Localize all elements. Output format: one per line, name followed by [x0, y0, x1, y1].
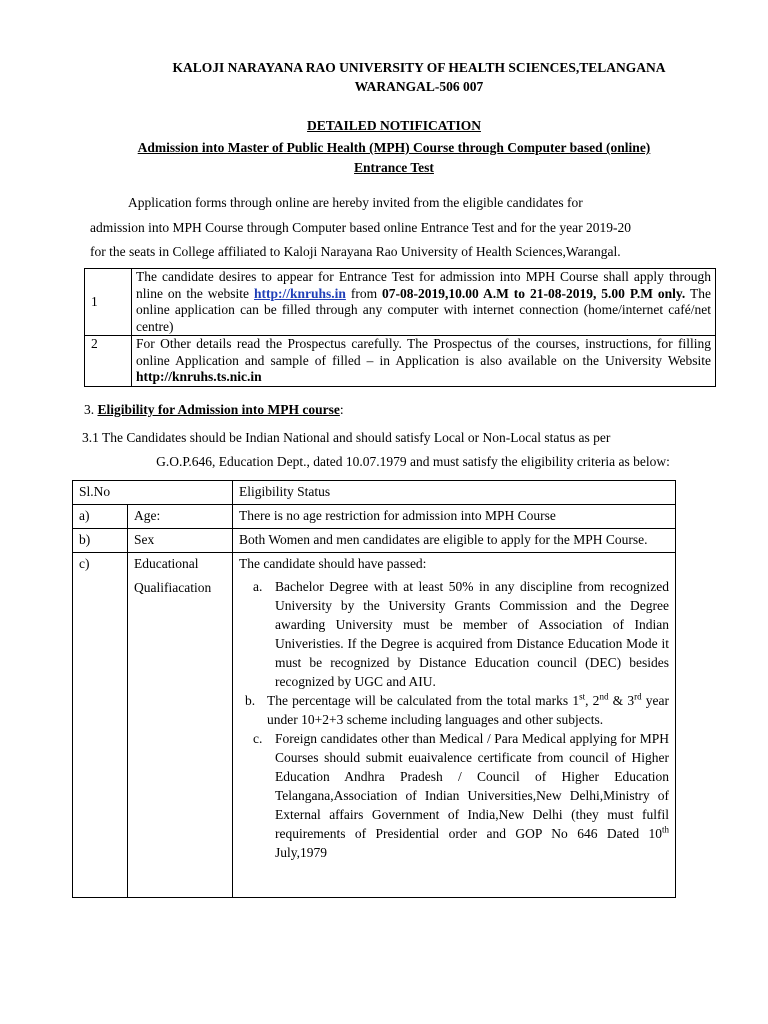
superscript: st — [579, 691, 586, 702]
info-text: The candidate desires to appear for Entrance Test for admission into MPH Course shall apply through nline on the website — [136, 269, 711, 301]
row-label: Sex — [128, 529, 233, 553]
item-text: July,1979 — [275, 845, 328, 860]
website-link[interactable]: http://knruhs.in — [253, 285, 346, 301]
admission-line-1: Admission into Master of Public Health (MPH) Course through Computer based (online) — [137, 140, 651, 155]
university-website[interactable]: http://knruhs.ts.nic.in — [136, 369, 262, 384]
row-number: b) — [73, 529, 128, 553]
section-3-heading — [84, 402, 344, 418]
criteria-intro: The candidate should have passed: — [239, 556, 427, 571]
header-slno: Sl.No — [73, 481, 233, 505]
header-eligibility-status: Eligibility Status — [233, 481, 676, 505]
item-text: The percentage will be calculated from the total marks 1 — [267, 693, 580, 708]
list-item — [239, 729, 669, 862]
intro-line-2: admission into MPH Course through Computer based online Entrance Test and for the year 2019-20 — [90, 219, 631, 235]
item-text: & 3 — [608, 693, 635, 708]
table-row — [73, 553, 676, 898]
label-qualification: Qualifiacation — [134, 580, 212, 595]
para-3-1-line-2: G.O.P.646, Education Dept., dated 10.07.1979 and must satisfy the eligibility criteria as below: — [156, 454, 670, 469]
university-name: KALOJI NARAYANA RAO UNIVERSITY OF HEALTH SCIENCES,TELANGANA — [172, 60, 666, 75]
table-row — [73, 529, 676, 553]
list-item — [239, 691, 669, 729]
info-text: The online application can be filled through any computer with internet connection (home/internet café/net centre) — [136, 285, 711, 334]
section-colon: : — [339, 402, 344, 417]
superscript: rd — [634, 691, 642, 702]
row-value: There is no age restriction for admission into MPH Course — [233, 505, 676, 529]
application-dates: 07-08-2019,10.00 A.M to 21-08-2019, 5.00 P.M only. — [382, 285, 686, 301]
row-label — [128, 553, 233, 898]
notification-title: DETAILED NOTIFICATION — [307, 118, 481, 133]
info-text: from — [345, 285, 383, 301]
para-3-1-line-1: 3.1 The Candidates should be Indian National and should satisfy Local or Non-Local status as per — [82, 430, 611, 445]
row-number: a) — [73, 505, 128, 529]
superscript: th — [661, 824, 669, 835]
paragraph-3-1 — [82, 426, 714, 474]
item-text: , 2 — [585, 693, 600, 708]
info-row-number: 1 — [85, 269, 132, 336]
row-number: c) — [73, 553, 128, 898]
item-text: year under 10+2+3 scheme including languages and other subjects. — [267, 693, 669, 727]
admission-line-2: Entrance Test — [354, 160, 434, 175]
row-value — [233, 553, 676, 898]
intro-line-3: for the seats in College affiliated to Kaloji Narayana Rao University of Health Sciences,Warangal. — [90, 244, 621, 259]
table-row — [73, 505, 676, 529]
info-text: For Other details read the Prospectus carefully. The Prospectus of the courses, instructions, for filling online Application and sample of filled – in Application is also available on the University Website — [136, 336, 711, 368]
criteria-list — [239, 577, 669, 862]
table-header-row — [73, 481, 676, 505]
row-value: Both Women and men candidates are eligible to apply for the MPH Course. — [233, 529, 676, 553]
intro-line-1: Application forms through online are hereby invited from the eligible candidates for — [128, 195, 583, 210]
info-row — [85, 336, 716, 387]
university-city: WARANGAL-506 007 — [354, 79, 484, 94]
row-label: Age: — [128, 505, 233, 529]
info-row-text — [132, 269, 716, 336]
admission-subtitle — [0, 138, 768, 178]
item-marker: a. — [253, 579, 263, 594]
item-text: Bachelor Degree with at least 50% in any discipline from recognized University by the University Grants Commission and the Degree awarding University must be member of Association of Indian Univeristies. If the Degree is acquired from Distance Education Mode it must be recognized by Distance Education council (DEC) besides recognized by UGC and AIU. — [275, 579, 669, 689]
item-marker: b. — [245, 693, 256, 708]
list-item — [239, 577, 669, 691]
intro-paragraph — [90, 191, 714, 265]
item-text: Foreign candidates other than Medical / Para Medical applying for MPH Courses should submit euaivalence certificate from council of Higher Education Andhra Pradesh / Council of Higher Education Telangana,Association of Indian Universities,New Delhi,Ministry of External affairs Government of India,New Delhi (they must fulfil requirements of Presidential order and GOP No 646 Dated 10 — [275, 731, 669, 841]
section-title: Eligibility for Admission into MPH course — [97, 402, 340, 417]
label-educational: Educational — [134, 556, 199, 571]
info-row — [85, 269, 716, 336]
info-table — [84, 268, 716, 387]
item-marker: c. — [253, 731, 263, 746]
info-row-number: 2 — [85, 336, 132, 387]
info-row-text — [132, 336, 716, 387]
superscript: nd — [599, 691, 609, 702]
eligibility-table — [72, 480, 676, 898]
section-number: 3. — [84, 402, 98, 417]
